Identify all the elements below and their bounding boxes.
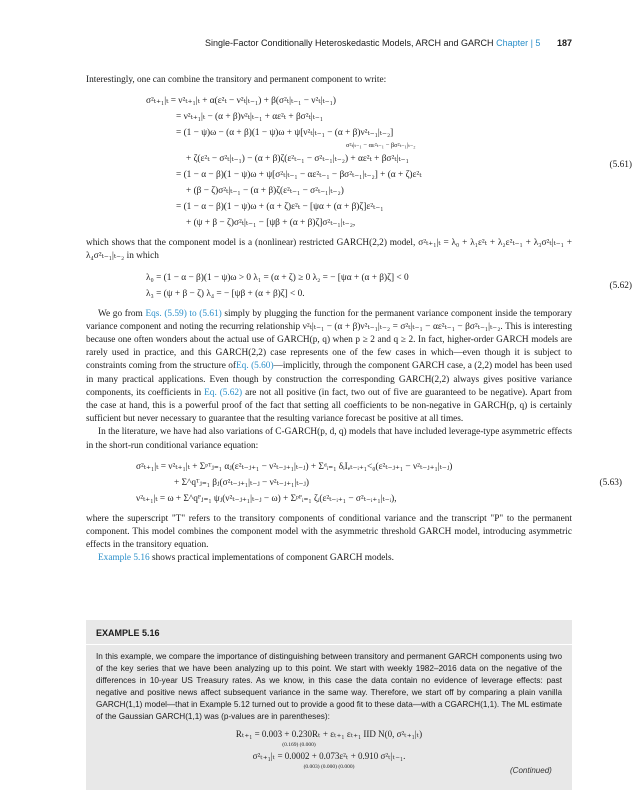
paragraph-4 xyxy=(86,552,572,565)
intro-text: Interestingly, one can combine the transitory and permanent component to write: xyxy=(86,75,387,85)
example-body xyxy=(86,645,572,777)
example-equations xyxy=(96,727,562,771)
equation-5-63 xyxy=(136,459,622,507)
example-eq-mean: Rₜ₊₁ = 0.003 + 0.230Rₜ + εₜ₊₁ εₜ₊₁ IID N(0, σ²ₜ₊₁|ₜ) xyxy=(235,729,423,739)
para1-text: —implicitly, through the component GARCH case, a (2,2) model has been used in many practical applications. Even though by construction the corresponding GARCH(2,2) always gives positive variance components, its coefficients in xyxy=(86,361,572,398)
eq-563-line: ν²ₜ₊₁|ₜ = ω + Σ^qᴾⱼ₌₁ ψⱼ(ν²ₜ₋ⱼ₊₁|ₜ₋ⱼ − ω) + Σᵖᴾᵢ₌₁ ζᵢ(ε²ₜ₋ᵢ₊₁ − σ²ₜ₋ᵢ₊₁|ₜ₋ᵢ), xyxy=(136,493,397,504)
example-link-5-16[interactable]: Example 5.16 xyxy=(98,553,150,564)
eq-563-line: σ²ₜ₊₁|ₜ = ν²ₜ₊₁|ₜ + Σᵖᵀⱼ₌₁ αⱼ(ε²ₜ₋ⱼ₊₁ − ν²ₜ₋ⱼ₊₁|ₜ₋ⱼ) + Σᵈᵢ₌₁ δᵢIₑₜ₋ᵢ₊₁<₀(ε²ₜ₋ⱼ₊₁ − ν²ₜ₋ⱼ₊₁|ₜ₋ⱼ) xyxy=(136,461,453,472)
eq-link-5-59-5-61[interactable]: Eqs. (5.59) to (5.61) xyxy=(145,308,222,319)
continued-label: (Continued) xyxy=(510,766,552,775)
paragraph-3: where the superscript "T" refers to the transitory components of conditional variance and the transcript "P" to the permanent component. This model combines the component model with the asymmetric threshold GARCH model, introducing asymmetric effects in the transitory equation. xyxy=(86,513,572,551)
example-box xyxy=(86,620,572,790)
example-title: EXAMPLE 5.16 xyxy=(86,620,572,645)
page-number: 187 xyxy=(556,38,572,48)
eq-link-5-60[interactable]: Eq. (5.60) xyxy=(236,361,274,372)
eq-561-line: = (1 − α − β)(1 − ψ)ω + ψ[σ²ₜ|ₜ₋₁ − αε²ₜ₋₁ − βσ²ₜ₋₁|ₜ₋₂] + (α + ζ)ε²ₜ xyxy=(176,170,422,181)
para1-text: are not all positive (in fact, two out of five are guaranteed to be negative). Apart from the case at hand, this is a powerful proof of the fact that setting all coefficients to be non-negative in GARCH(p, q) is certainly sufficient but never necessary to guarantee that the resulting variance forecast be positive at all times. xyxy=(86,387,573,425)
eq-561-line: = (1 − α − β)(1 − ψ)ω + (α + ζ)ε²ₜ − [ψα + (α + β)ζ]ε²ₜ₋₁ xyxy=(176,202,384,213)
para4-text: shows practical implementations of component GARCH models. xyxy=(151,553,394,564)
running-head-title: Single-Factor Conditionally Heteroskedastic Models, ARCH and GARCH xyxy=(204,38,494,48)
eq-561-underbrace: σ²ₜ|ₜ₋₁ − αε²ₜ₋₁ − βσ²ₜ₋₁|ₜ₋₂ xyxy=(346,142,416,150)
paragraph-2: In the literature, we have had also variations of C-GARCH(p, d, q) models that have included leverage-type asymmetric effects in the short-run conditional variance equation: xyxy=(86,427,572,451)
eq-561-line: = (1 − ψ)ω − (α + β)(1 − ψ)ω + ψ[ν²ₜ|ₜ₋₁ − (α + β)ν²ₜ₋₁|ₜ₋₂] xyxy=(176,128,394,139)
equation-5-61 xyxy=(146,93,632,231)
eq-562-line: λ₃ = (ψ + β − ζ) λ₄ = − [ψβ + (α + β)ζ] < 0. xyxy=(146,288,305,299)
example-text: In this example, we compare the importance of distinguishing between transitory and permanent GARCH components using two of the key series that we have been analyzing up to this point. We start with weekly 1982–2016 data on the negative of the differences in 10-year US Treasury rates. As we know, in this case the data contain no evidence of leverage effects: past negative and positive news affect subsequent variance in the same way. Therefore, we start off by comparing a plain vanilla GARCH(1,1) model—that in Example 5.12 turned out to provide a good fit to these data—with a CGARCH(1,1). The ML estimate of the Gaussian GARCH(1,1) was (p-values are in parentheses): xyxy=(96,652,562,721)
chapter-label: Chapter | 5 xyxy=(496,38,541,48)
eq-562-number: (5.62) xyxy=(609,280,632,291)
eq-563-line: + Σ^qᵀⱼ₌₁ βⱼ(σ²ₜ₋ⱼ₊₁|ₜ₋ⱼ − ν²ₜ₋ⱼ₊₁|ₜ₋ⱼ) xyxy=(174,477,309,488)
eq-561-line: + (ψ + β − ζ)σ²ₜ|ₜ₋₁ − [ψβ + (α + β)ζ]σ²ₜ₋₁|ₜ₋₂, xyxy=(186,218,356,229)
eq-561-line: σ²ₜ₊₁|ₜ = ν²ₜ₊₁|ₜ + α(ε²ₜ − ν²ₜ|ₜ₋₁) + β(σ²ₜ|ₜ₋₁ − ν²ₜ|ₜ₋₁) xyxy=(146,96,336,107)
example-eq-variance-pvalues: (0.003) (0.000) (0.000) xyxy=(303,764,355,770)
which-text: which shows that the component model is a (nonlinear) restricted GARCH(2,2) model, σ²ₜ₊₁|ₜ = λ₀ + λ₁ε²ₜ + λ₂ε²ₜ₋₁ + λ₃σ²ₜ|ₜ₋₁ + λ₄σ²ₜ₋₁|ₜ₋₂ in which xyxy=(86,238,572,262)
equation-5-62 xyxy=(146,270,632,302)
para1-text: simply by plugging the function for the permanent variance component inside the temporary variance component and noting the recurring relationship ν²ₜ|ₜ₋₁ − (α + β)ν²ₜ₋₁|ₜ₋₂ = σ²ₜ|ₜ₋₁ − αε²ₜ₋₁ − βσ²ₜ₋₁|ₜ₋₂. This is interesting because one often wonders about the actual use of GARCH(p, q) when p ≥ 2 and q ≥ 2. In fact, higher-order GARCH models are rarely used in practice, and this GARCH(2,2) case represents one of the few cases in which—even though it is subject to constraints coming from the structure of xyxy=(86,308,572,372)
para1-text: We go from xyxy=(98,308,143,319)
main-content xyxy=(86,74,632,566)
eq-563-number: (5.63) xyxy=(599,477,622,488)
eq-link-5-62[interactable]: Eq. (5.62) xyxy=(204,387,243,398)
eq-562-line: λ₀ = (1 − α − β)(1 − ψ)ω > 0 λ₁ = (α + ζ) ≥ 0 λ₂ = − [ψα + (α + β)ζ] < 0 xyxy=(146,272,409,283)
paragraph-1 xyxy=(86,308,572,427)
example-eq-variance: σ²ₜ₊₁|ₜ = 0.0002 + 0.073ε²ₜ + 0.910 σ²ₜ|ₜ₋₁. xyxy=(252,751,406,761)
eq-561-line: + ζ(ε²ₜ − σ²ₜ|ₜ₋₁) − (α + β)ζ(ε²ₜ₋₁ − σ²ₜ₋₁|ₜ₋₂) + αε²ₜ + βσ²ₜ|ₜ₋₁ xyxy=(186,154,409,165)
eq-561-line: + (β − ζ)σ²ₜ|ₜ₋₁ − (α + β)ζ(ε²ₜ₋₁ − σ²ₜ₋₁|ₜ₋₂) xyxy=(186,186,344,197)
eq-561-number: (5.61) xyxy=(609,160,632,171)
running-head xyxy=(0,38,572,48)
example-eq-mean-pvalues: (0.169) (0.000) xyxy=(282,742,316,748)
eq-561-line: = ν²ₜ₊₁|ₜ − (α + β)ν²ₜ|ₜ₋₁ + αε²ₜ + βσ²ₜ|ₜ₋₁ xyxy=(176,112,324,123)
